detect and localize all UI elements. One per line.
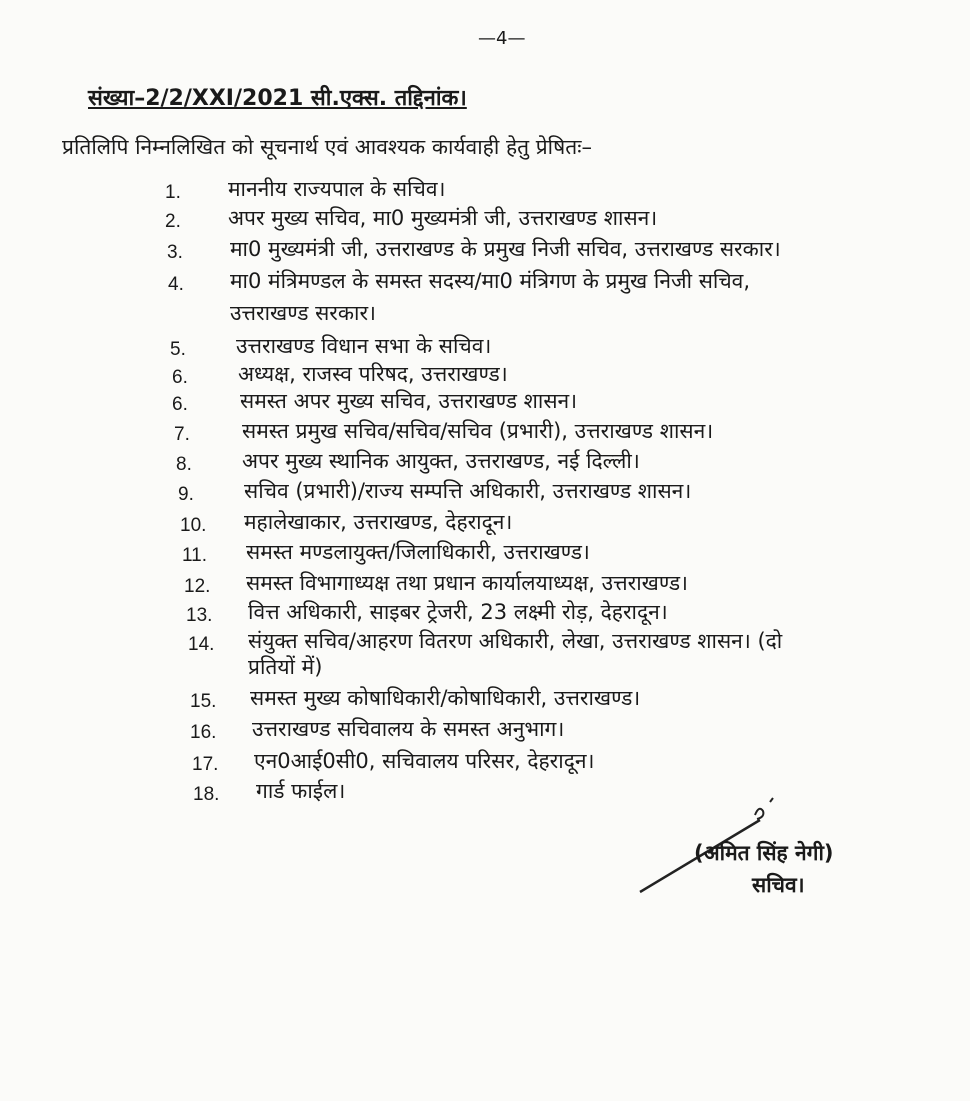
reference-number: संख्या–2/2/XXI/2021 सी.एक्स. तद्दिनांक। bbox=[88, 86, 467, 111]
signatory-name: (अमित सिंह नेगी) bbox=[694, 841, 834, 865]
list-item-continuation: उत्तराखण्ड सरकार। bbox=[230, 301, 377, 325]
list-item-number: 14. bbox=[188, 634, 215, 655]
list-item-number: 9. bbox=[178, 484, 194, 505]
list-item-number: 5. bbox=[170, 339, 186, 360]
list-item-number: 10. bbox=[180, 515, 207, 536]
list-item-number: 3. bbox=[167, 242, 183, 263]
list-item-number: 13. bbox=[186, 605, 213, 626]
list-item-number: 7. bbox=[174, 424, 190, 445]
list-item-number: 4. bbox=[168, 274, 184, 295]
list-item-text: सचिव (प्रभारी)/राज्य सम्पत्ति अधिकारी, उत्तराखण्ड शासन। bbox=[244, 479, 692, 503]
list-item-number: 17. bbox=[192, 754, 219, 775]
list-item-text: समस्त मुख्य कोषाधिकारी/कोषाधिकारी, उत्तराखण्ड। bbox=[250, 686, 641, 710]
list-item-number: 2. bbox=[165, 211, 181, 232]
list-item-text: समस्त विभागाध्यक्ष तथा प्रधान कार्यालयाध्यक्ष, उत्तराखण्ड। bbox=[246, 571, 689, 595]
list-item-text: समस्त मण्डलायुक्त/जिलाधिकारी, उत्तराखण्ड। bbox=[246, 540, 590, 564]
list-item-text: माननीय राज्यपाल के सचिव। bbox=[228, 177, 446, 201]
list-item-text: समस्त अपर मुख्य सचिव, उत्तराखण्ड शासन। bbox=[240, 389, 578, 413]
intro-text: प्रतिलिपि निम्नलिखित को सूचनार्थ एवं आवश्यक कार्यवाही हेतु प्रेषितः– bbox=[62, 135, 592, 159]
list-item-text: अध्यक्ष, राजस्व परिषद, उत्तराखण्ड। bbox=[238, 362, 508, 386]
list-item-text: उत्तराखण्ड सचिवालय के समस्त अनुभाग। bbox=[252, 717, 565, 741]
list-item-text: संयुक्त सचिव/आहरण वितरण अधिकारी, लेखा, उत्तराखण्ड शासन। (दो bbox=[248, 629, 783, 653]
list-item-number: 18. bbox=[193, 784, 220, 805]
list-item-text: अपर मुख्य स्थानिक आयुक्त, उत्तराखण्ड, नई दिल्ली। bbox=[242, 449, 640, 473]
page-number: —4— bbox=[478, 28, 526, 49]
list-item-number: 12. bbox=[184, 576, 211, 597]
list-item-continuation: प्रतियों में) bbox=[248, 655, 323, 679]
list-item-number: 6. bbox=[172, 367, 188, 388]
list-item-text: मा0 मुख्यमंत्री जी, उत्तराखण्ड के प्रमुख निजी सचिव, उत्तराखण्ड सरकार। bbox=[230, 237, 781, 261]
list-item-number: 16. bbox=[190, 722, 217, 743]
list-item-text: उत्तराखण्ड विधान सभा के सचिव। bbox=[236, 334, 492, 358]
list-item-number: 8. bbox=[176, 454, 192, 475]
list-item-number: 1. bbox=[165, 182, 181, 203]
list-item-text: अपर मुख्य सचिव, मा0 मुख्यमंत्री जी, उत्तराखण्ड शासन। bbox=[228, 206, 658, 230]
list-item-text: समस्त प्रमुख सचिव/सचिव/सचिव (प्रभारी), उत्तराखण्ड शासन। bbox=[242, 419, 714, 443]
list-item-text: महालेखाकार, उत्तराखण्ड, देहरादून। bbox=[244, 510, 513, 534]
list-item-text: वित्त अधिकारी, साइबर ट्रेजरी, 23 लक्ष्मी रोड़, देहरादून। bbox=[248, 600, 668, 624]
list-item-text: एन0आई0सी0, सचिवालय परिसर, देहरादून। bbox=[254, 749, 595, 773]
list-item-number: 11. bbox=[182, 545, 208, 566]
signatory-designation: सचिव। bbox=[752, 873, 805, 897]
list-item-number: 15. bbox=[190, 691, 217, 712]
list-item-text: मा0 मंत्रिमण्डल के समस्त सदस्य/मा0 मंत्रिगण के प्रमुख निजी सचिव, bbox=[230, 269, 751, 293]
list-item-number: 6. bbox=[172, 394, 188, 415]
list-item-text: गार्ड फाईल। bbox=[256, 779, 346, 803]
